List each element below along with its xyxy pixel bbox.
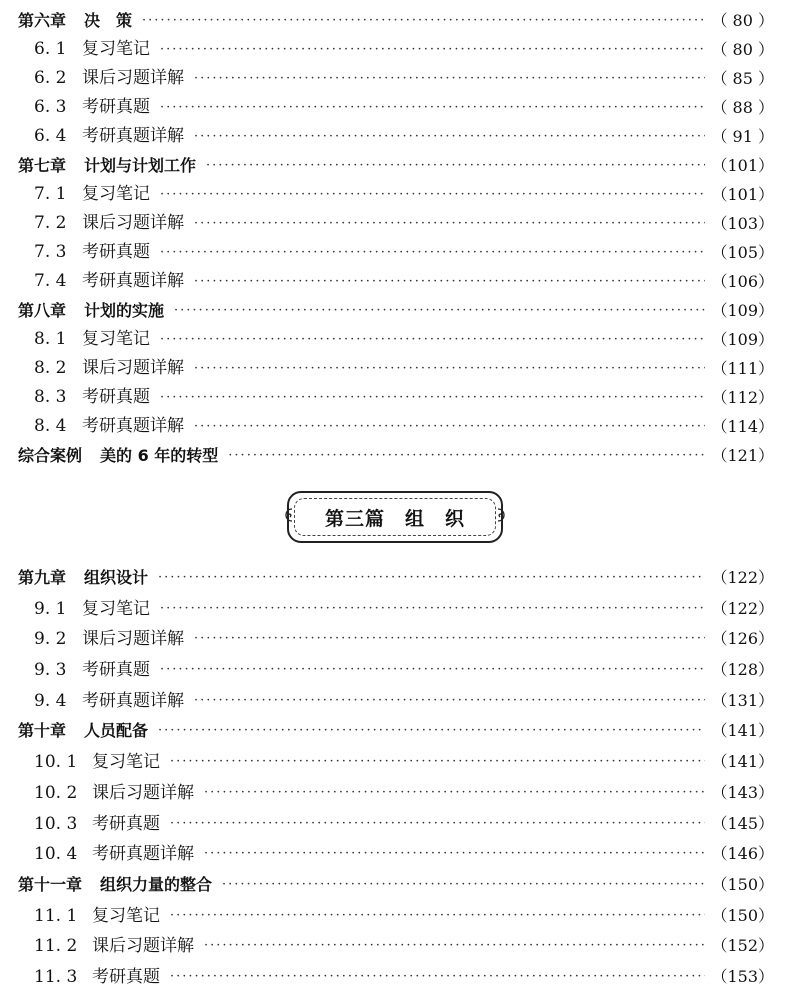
entry-number: 7. 3 — [34, 242, 67, 262]
toc-section-entry[interactable] — [18, 962, 774, 993]
dot-leader — [194, 412, 705, 441]
dot-leader — [170, 901, 705, 932]
dot-leader — [222, 870, 705, 901]
entry-page-number: （131） — [711, 690, 774, 710]
entry-number: 综合案例 — [18, 446, 83, 465]
dot-leader — [160, 655, 705, 686]
entry-title: 美的 6 年的转型 — [100, 446, 219, 465]
dot-leader — [160, 35, 705, 64]
toc-section-entry[interactable] — [18, 64, 774, 93]
entry-number: 7. 1 — [34, 184, 67, 204]
entry-title: 考研真题详解 — [82, 271, 184, 291]
entry-page-number: （106） — [711, 272, 774, 291]
entry-number: 11. 1 — [34, 905, 78, 926]
toc-chapter-entry[interactable] — [18, 296, 774, 325]
entry-title: 课后习题详解 — [92, 782, 194, 803]
entry-page-number: （145） — [711, 813, 774, 833]
entry-title: 课后习题详解 — [82, 68, 184, 88]
toc-section-entry[interactable] — [18, 412, 774, 441]
toc-section-entry[interactable] — [18, 747, 774, 778]
toc-section-entry[interactable] — [18, 931, 774, 962]
dot-leader — [194, 267, 705, 296]
entry-title: 复习笔记 — [82, 598, 150, 619]
toc-section-entry[interactable] — [18, 93, 774, 122]
entry-page-number: （101） — [711, 185, 774, 204]
toc-section-entry[interactable] — [18, 594, 774, 625]
flourish-right-icon — [496, 507, 510, 523]
entry-number: 6. 3 — [34, 97, 67, 117]
dot-leader — [160, 93, 705, 122]
toc-section-entry[interactable] — [18, 180, 774, 209]
entry-title: 考研真题 — [92, 813, 160, 834]
entry-title: 考研真题详解 — [82, 126, 184, 146]
toc-section-entry[interactable] — [18, 209, 774, 238]
entry-page-number: （146） — [711, 844, 774, 864]
entry-page-number: （ 80 ） — [711, 40, 774, 59]
entry-page-number: （ 91 ） — [711, 127, 774, 146]
part-title: 第三篇 组 织 — [324, 507, 465, 530]
entry-title: 决 策 — [84, 11, 133, 30]
dot-leader — [160, 180, 705, 209]
dot-leader — [160, 325, 705, 354]
entry-page-number: （150） — [711, 874, 774, 894]
toc-section-entry[interactable] — [18, 655, 774, 686]
entry-page-number: （103） — [711, 214, 774, 233]
dot-leader — [160, 594, 705, 625]
entry-number: 第九章 — [18, 568, 67, 587]
dot-leader — [160, 238, 705, 267]
toc-section-entry[interactable] — [18, 901, 774, 932]
entry-title: 人员配备 — [84, 721, 149, 741]
entry-title: 复习笔记 — [82, 39, 150, 59]
toc-section-entry[interactable] — [18, 35, 774, 64]
entry-title: 课后习题详解 — [92, 936, 194, 957]
entry-number: 第七章 — [18, 156, 67, 175]
toc-section-entry[interactable] — [18, 383, 774, 412]
entry-number: 9. 3 — [34, 660, 67, 681]
entry-number: 10. 3 — [34, 813, 78, 834]
toc-section-entry[interactable] — [18, 778, 774, 809]
toc-section-bottom — [18, 563, 774, 993]
entry-number: 8. 3 — [34, 387, 67, 407]
entry-title: 计划与计划工作 — [84, 156, 197, 175]
entry-page-number: （150） — [711, 905, 774, 925]
dot-leader — [170, 747, 705, 778]
entry-title: 考研真题 — [92, 966, 160, 987]
entry-page-number: （121） — [711, 446, 774, 465]
entry-number: 第十一章 — [18, 874, 83, 894]
entry-title: 课后习题详解 — [82, 213, 184, 233]
dot-leader — [170, 962, 705, 993]
toc-section-entry[interactable] — [18, 354, 774, 383]
entry-number: 11. 3 — [34, 966, 78, 987]
toc-chapter-entry[interactable] — [18, 441, 774, 470]
entry-number: 9. 1 — [34, 598, 67, 619]
entry-number: 10. 1 — [34, 752, 78, 773]
entry-page-number: （114） — [711, 417, 774, 436]
toc-section-entry[interactable] — [18, 325, 774, 354]
entry-number: 第八章 — [18, 301, 67, 320]
dot-leader — [204, 839, 705, 870]
dot-leader — [194, 686, 705, 717]
entry-title: 复习笔记 — [82, 329, 150, 349]
dot-leader — [142, 6, 705, 35]
dot-leader — [204, 931, 705, 962]
dot-leader — [160, 383, 705, 412]
entry-page-number: （111） — [711, 359, 774, 378]
dot-leader — [206, 151, 705, 180]
entry-page-number: （112） — [711, 388, 774, 407]
entry-title: 组织设计 — [84, 568, 149, 587]
toc-chapter-entry[interactable] — [18, 6, 774, 35]
dot-leader — [204, 778, 705, 809]
dot-leader — [228, 441, 705, 470]
entry-number: 11. 2 — [34, 936, 78, 957]
entry-number: 8. 1 — [34, 329, 67, 349]
entry-title: 课后习题详解 — [82, 629, 184, 650]
entry-page-number: （ 85 ） — [711, 69, 774, 88]
dot-leader — [194, 354, 705, 383]
entry-number: 第六章 — [18, 11, 67, 30]
entry-title: 计划的实施 — [84, 301, 165, 320]
entry-page-number: （152） — [711, 936, 774, 956]
entry-page-number: （ 80 ） — [711, 11, 774, 30]
flourish-left-icon — [280, 507, 294, 523]
toc-chapter-entry[interactable] — [18, 563, 774, 594]
entry-title: 复习笔记 — [82, 184, 150, 204]
toc-section-entry[interactable] — [18, 238, 774, 267]
entry-number: 9. 2 — [34, 629, 67, 650]
entry-page-number: （122） — [711, 598, 774, 618]
entry-title: 考研真题 — [82, 660, 150, 681]
toc-chapter-entry[interactable] — [18, 151, 774, 180]
entry-number: 8. 2 — [34, 358, 67, 378]
dot-leader — [158, 563, 705, 594]
entry-page-number: （141） — [711, 752, 774, 772]
entry-page-number: （101） — [711, 156, 774, 175]
entry-title: 组织力量的整合 — [100, 874, 213, 894]
dot-leader — [174, 296, 705, 325]
part-banner-frame — [287, 491, 503, 543]
toc-section-entry[interactable] — [18, 839, 774, 870]
dot-leader — [194, 209, 705, 238]
entry-page-number: （126） — [711, 629, 774, 649]
entry-number: 9. 4 — [34, 690, 67, 711]
toc-chapter-entry[interactable] — [18, 716, 774, 747]
dot-leader — [158, 716, 705, 747]
dot-leader — [194, 64, 705, 93]
dot-leader — [170, 809, 705, 840]
entry-title: 考研真题详解 — [82, 416, 184, 436]
entry-title: 考研真题 — [82, 242, 150, 262]
toc-section-entry[interactable] — [18, 624, 774, 655]
entry-number: 6. 2 — [34, 68, 67, 88]
entry-page-number: （ 88 ） — [711, 98, 774, 117]
toc-section-entry[interactable] — [18, 686, 774, 717]
entry-number: 10. 2 — [34, 782, 78, 803]
toc-chapter-entry[interactable] — [18, 870, 774, 901]
entry-title: 考研真题详解 — [92, 844, 194, 865]
entry-page-number: （141） — [711, 721, 774, 741]
entry-number: 6. 4 — [34, 126, 67, 146]
entry-title: 复习笔记 — [92, 752, 160, 773]
entry-number: 10. 4 — [34, 844, 78, 865]
entry-title: 复习笔记 — [92, 905, 160, 926]
entry-number: 7. 2 — [34, 213, 67, 233]
part-banner — [0, 489, 790, 545]
entry-page-number: （122） — [711, 568, 774, 587]
entry-page-number: （153） — [711, 966, 774, 986]
entry-page-number: （105） — [711, 243, 774, 262]
toc-section-entry[interactable] — [18, 122, 774, 151]
dot-leader — [194, 624, 705, 655]
entry-page-number: （143） — [711, 782, 774, 802]
toc-section-top — [18, 6, 774, 470]
entry-number: 6. 1 — [34, 39, 67, 59]
entry-page-number: （109） — [711, 301, 774, 320]
entry-title: 考研真题 — [82, 97, 150, 117]
entry-page-number: （128） — [711, 660, 774, 680]
entry-title: 考研真题详解 — [82, 690, 184, 711]
entry-number: 第十章 — [18, 721, 67, 741]
entry-page-number: （109） — [711, 330, 774, 349]
entry-number: 8. 4 — [34, 416, 67, 436]
entry-title: 课后习题详解 — [82, 358, 184, 378]
entry-number: 7. 4 — [34, 271, 67, 291]
dot-leader — [194, 122, 705, 151]
toc-section-entry[interactable] — [18, 267, 774, 296]
toc-section-entry[interactable] — [18, 809, 774, 840]
entry-title: 考研真题 — [82, 387, 150, 407]
